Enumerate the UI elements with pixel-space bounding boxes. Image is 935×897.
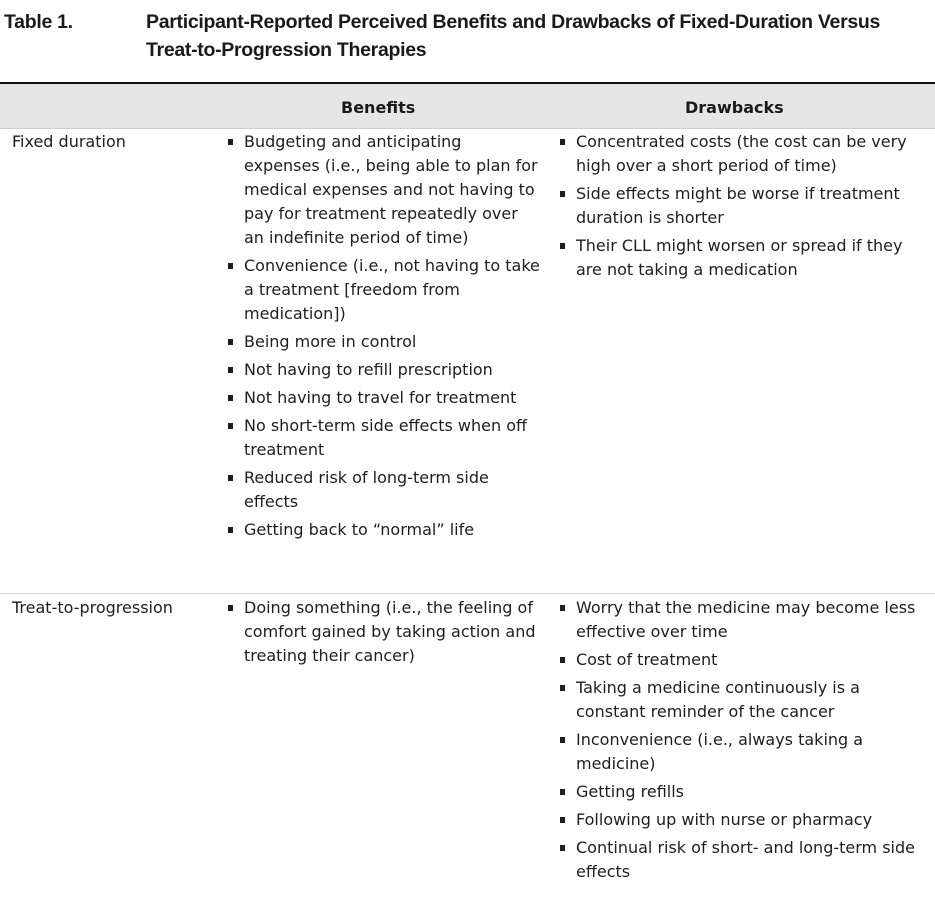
list-item xyxy=(560,676,932,724)
list-item xyxy=(228,414,540,462)
square-bullet-icon xyxy=(228,367,233,373)
list-item-text: Not having to travel for treatment xyxy=(244,388,517,407)
square-bullet-icon xyxy=(228,475,233,481)
list-item-text: Not having to refill prescription xyxy=(244,360,493,379)
square-bullet-icon xyxy=(560,657,565,663)
list-item xyxy=(228,130,540,250)
square-bullet-icon xyxy=(560,605,565,611)
list-item-text: Inconvenience (i.e., always taking a medicine) xyxy=(576,730,864,773)
square-bullet-icon xyxy=(560,817,565,823)
list-item xyxy=(560,780,932,804)
table-row-treat-to-progression xyxy=(0,593,935,894)
square-bullet-icon xyxy=(228,395,233,401)
table-row-fixed-duration xyxy=(0,128,935,592)
square-bullet-icon xyxy=(560,191,565,197)
list-item-text: Cost of treatment xyxy=(576,650,718,669)
list-item-text: Doing something (i.e., the feeling of comfort gained by taking action and treating their cancer) xyxy=(244,598,536,665)
list-item xyxy=(228,596,540,668)
list-item-text: Their CLL might worsen or spread if they are not taking a medication xyxy=(576,236,903,279)
list-item-text: Reduced risk of long-term side effects xyxy=(244,468,489,511)
square-bullet-icon xyxy=(560,737,565,743)
square-bullet-icon xyxy=(560,243,565,249)
list-item xyxy=(560,808,932,832)
row-label: Treat-to-progression xyxy=(12,598,173,617)
list-item-text: Side effects might be worse if treatment duration is shorter xyxy=(576,184,900,227)
list-item xyxy=(560,596,932,644)
list-item xyxy=(560,836,932,884)
column-header-benefits: Benefits xyxy=(341,98,416,117)
list-item xyxy=(560,648,932,672)
square-bullet-icon xyxy=(228,423,233,429)
square-bullet-icon xyxy=(560,139,565,145)
list-item-text: Getting back to “normal” life xyxy=(244,520,475,539)
benefits-list xyxy=(228,130,540,546)
square-bullet-icon xyxy=(228,263,233,269)
square-bullet-icon xyxy=(228,339,233,345)
list-item-text: Worry that the medicine may become less effective over time xyxy=(576,598,916,641)
row-label: Fixed duration xyxy=(12,132,126,151)
list-item xyxy=(228,518,540,542)
table-title: Participant-Reported Perceived Benefits and Drawbacks of Fixed-Duration Versus Treat-to-Progression Therapies xyxy=(146,11,881,61)
square-bullet-icon xyxy=(228,139,233,145)
square-bullet-icon xyxy=(560,789,565,795)
column-header-drawbacks: Drawbacks xyxy=(685,98,784,117)
list-item xyxy=(228,466,540,514)
square-bullet-icon xyxy=(560,845,565,851)
list-item-text: Continual risk of short- and long-term side effects xyxy=(576,838,915,881)
table-number: Table 1. xyxy=(4,11,73,33)
list-item-text: Following up with nurse or pharmacy xyxy=(576,810,873,829)
benefits-list xyxy=(228,596,540,672)
drawbacks-list xyxy=(560,130,932,286)
list-item-text: Taking a medicine continuously is a constant reminder of the cancer xyxy=(576,678,860,721)
square-bullet-icon xyxy=(228,527,233,533)
list-item xyxy=(228,330,540,354)
square-bullet-icon xyxy=(228,605,233,611)
list-item xyxy=(560,182,932,230)
list-item-text: Being more in control xyxy=(244,332,417,351)
list-item-text: Getting refills xyxy=(576,782,684,801)
list-item xyxy=(560,130,932,178)
drawbacks-list xyxy=(560,596,932,888)
list-item xyxy=(228,254,540,326)
list-item-text: Convenience (i.e., not having to take a treatment [freedom from medication]) xyxy=(244,256,540,323)
list-item xyxy=(228,358,540,382)
list-item xyxy=(560,728,932,776)
square-bullet-icon xyxy=(560,685,565,691)
list-item-text: Budgeting and anticipating expenses (i.e., being able to plan for medical expenses and not having to pay for treatment repeatedly over an indefinite period of time) xyxy=(244,132,538,247)
list-item-text: No short-term side effects when off treatment xyxy=(244,416,527,459)
list-item-text: Concentrated costs (the cost can be very high over a short period of time) xyxy=(576,132,907,175)
list-item xyxy=(228,386,540,410)
list-item xyxy=(560,234,932,282)
table-header-row xyxy=(0,84,935,129)
